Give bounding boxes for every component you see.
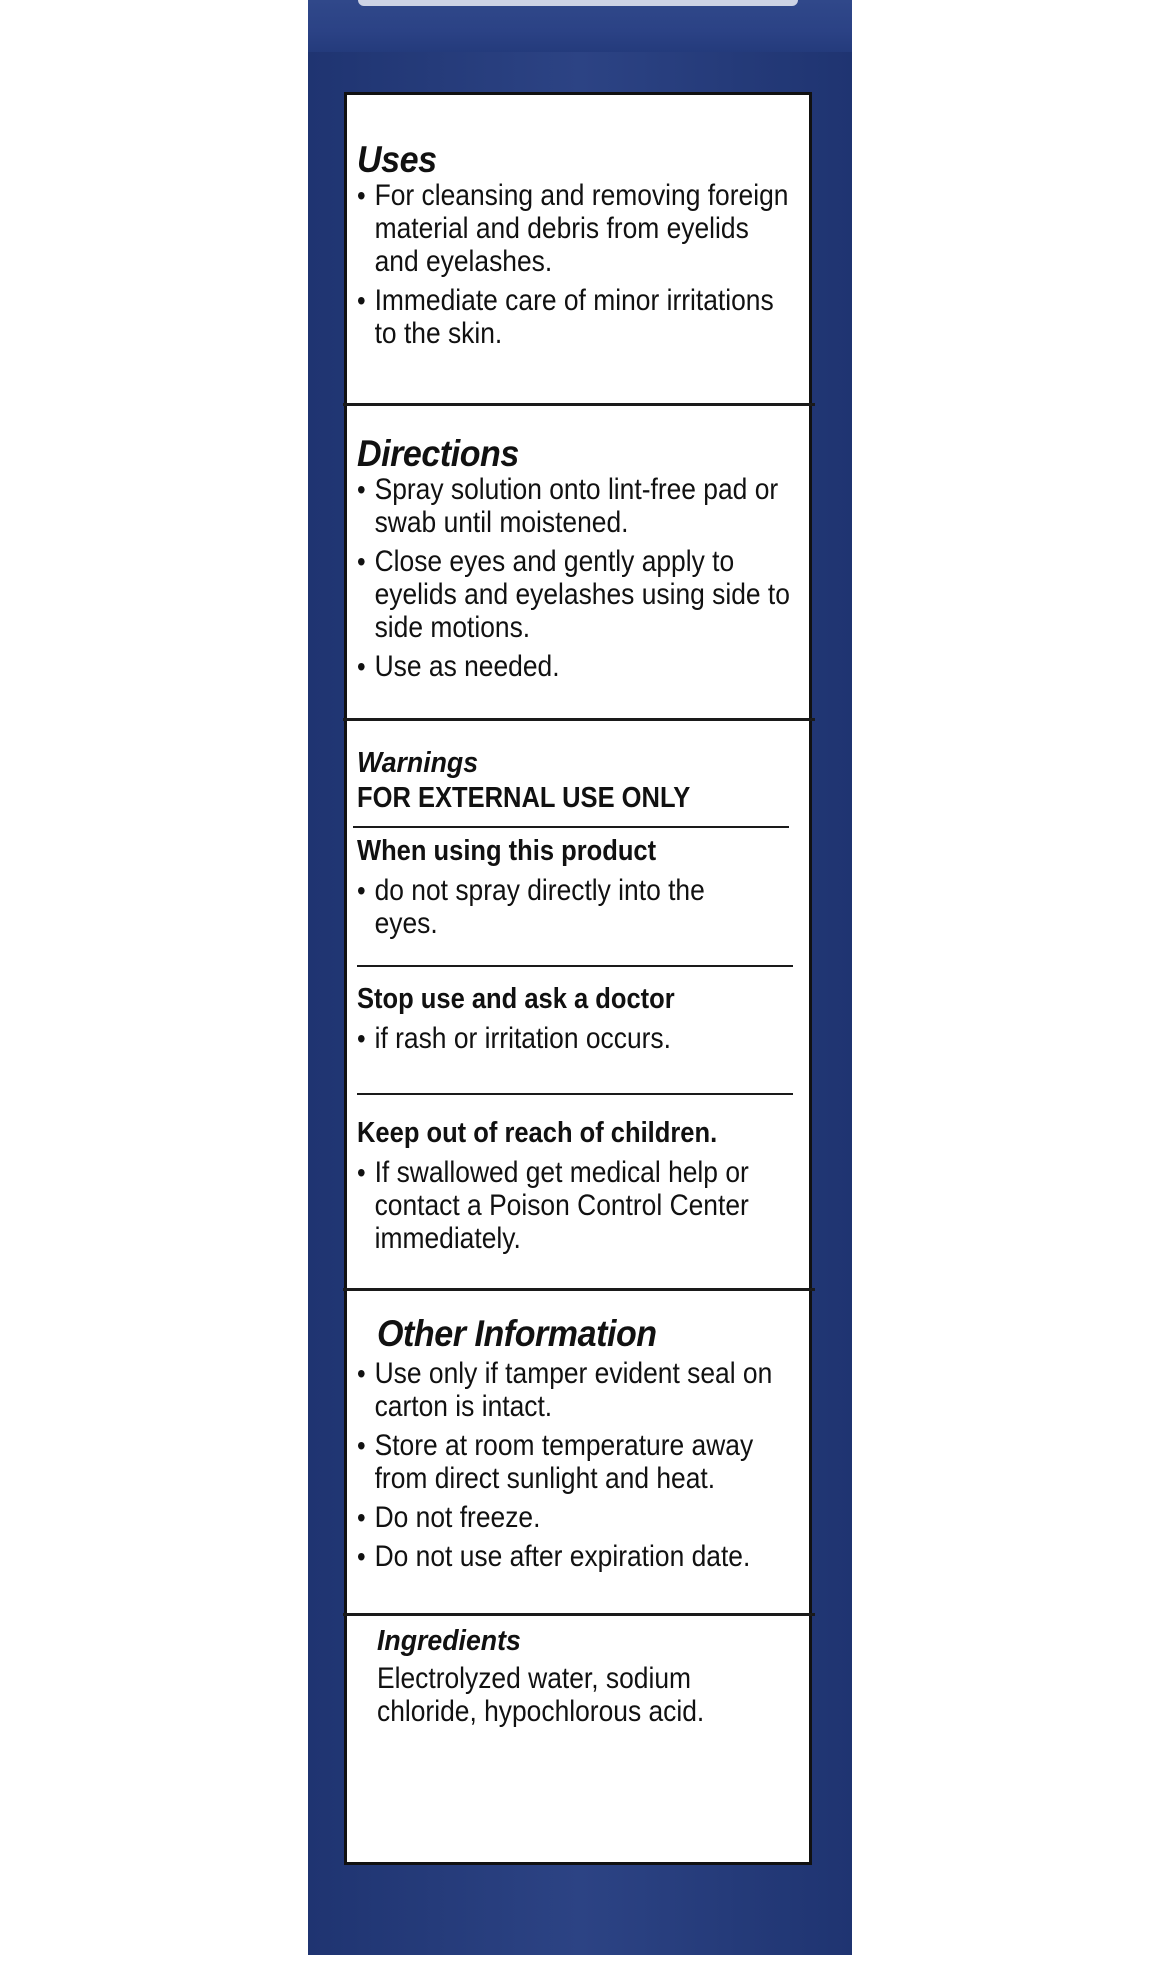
- other-information-section: [377, 1313, 803, 1355]
- uses-section: [357, 139, 799, 356]
- list-item: • For cleansing and removing foreign material and debris from eyelids and eyelashes.: [357, 179, 797, 278]
- subsection-divider: [357, 1093, 793, 1095]
- keep-out-list: [357, 1156, 799, 1255]
- external-use-notice: FOR EXTERNAL USE ONLY: [357, 782, 691, 814]
- uses-list: [357, 179, 799, 350]
- ingredients-heading: Ingredients: [377, 1625, 521, 1657]
- drug-facts-panel: [344, 92, 812, 1865]
- carton-top-edge: [308, 0, 852, 52]
- section-divider: [343, 1613, 815, 1616]
- directions-heading: Directions: [357, 433, 519, 474]
- list-item: • Do not use after expiration date.: [357, 1540, 797, 1573]
- ingredients-section: [377, 1625, 803, 1728]
- other-information-heading: Other Information: [377, 1313, 657, 1354]
- list-item: • If swallowed get medical help or contact a Poison Control Center immediately.: [357, 1156, 797, 1255]
- warnings-heading: Warnings: [357, 747, 479, 779]
- when-using-list: [357, 874, 799, 940]
- list-item: • Close eyes and gently apply to eyelids and eyelashes using side to side motions.: [357, 545, 797, 644]
- list-item: • if rash or irritation occurs.: [357, 1022, 797, 1055]
- stop-use-section: [357, 983, 799, 1061]
- list-item: • do not spray directly into the eyes.: [357, 874, 744, 940]
- section-divider: [343, 718, 815, 721]
- product-carton: [308, 0, 852, 1955]
- keep-out-heading: Keep out of reach of children.: [357, 1117, 718, 1149]
- list-item: • Store at room temperature away from direct sunlight and heat.: [357, 1429, 797, 1495]
- section-divider: [343, 403, 815, 406]
- warnings-section: [357, 747, 799, 815]
- list-item: • Do not freeze.: [357, 1501, 797, 1534]
- stop-use-heading: Stop use and ask a doctor: [357, 983, 675, 1015]
- stop-use-list: [357, 1022, 799, 1055]
- directions-list: [357, 473, 799, 683]
- brand-logo-fragment: [358, 0, 798, 6]
- when-using-heading: When using this product: [357, 835, 657, 867]
- section-divider: [343, 1288, 815, 1291]
- ingredients-text: Electrolyzed water, sodium chloride, hypochlorous acid.: [377, 1662, 705, 1728]
- keep-out-section: [357, 1117, 799, 1261]
- when-using-section: [357, 835, 799, 946]
- external-use-underline: [353, 826, 789, 828]
- other-information-list: [357, 1357, 803, 1573]
- list-item: • Use as needed.: [357, 650, 797, 683]
- other-information-body: [357, 1357, 803, 1579]
- subsection-divider: [357, 965, 793, 967]
- directions-section: [357, 433, 799, 689]
- list-item: • Immediate care of minor irritations to the skin.: [357, 284, 797, 350]
- uses-heading: Uses: [357, 139, 437, 180]
- list-item: • Spray solution onto lint-free pad or swab until moistened.: [357, 473, 797, 539]
- list-item: • Use only if tamper evident seal on carton is intact.: [357, 1357, 797, 1423]
